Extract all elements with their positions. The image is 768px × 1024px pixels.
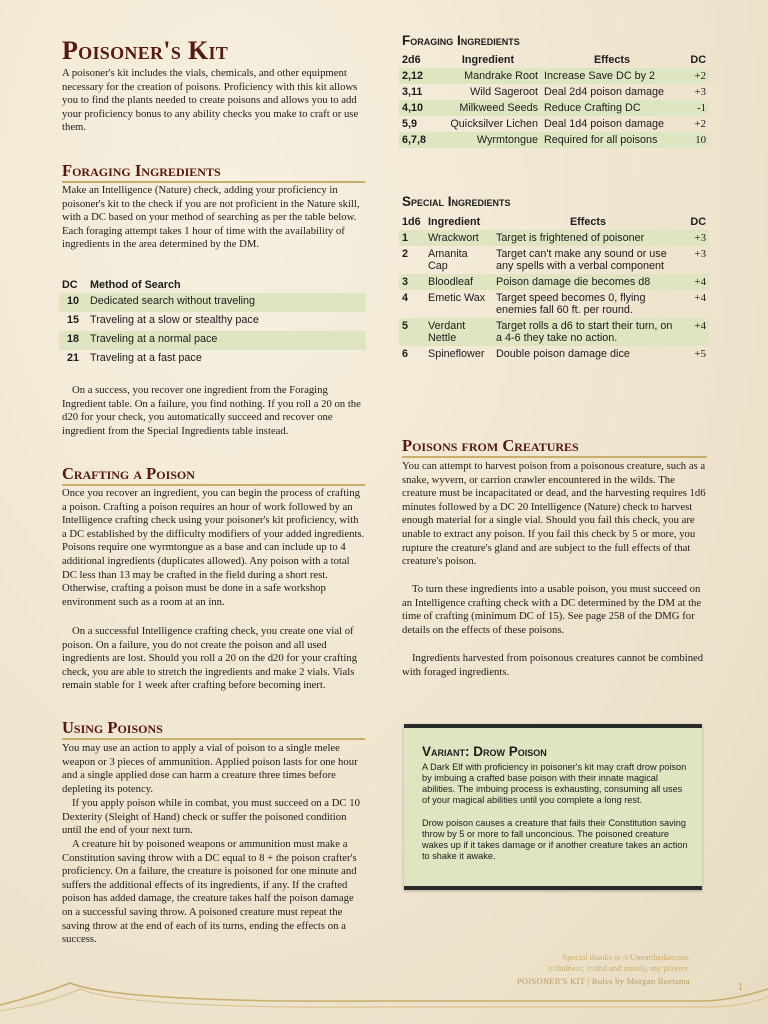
- variant-paragraph-1: A Dark Elf with proficiency in poisoner's kit may craft drow poison by imbuing a crafted base poison with their innate magical abilities. The imbuing process is exhausting, consuming all uses of your magical abilities until you complete a long rest.: [422, 762, 687, 805]
- col-header-dc: DC: [690, 216, 706, 228]
- table-cell: Target is frightened of poisoner: [493, 230, 683, 246]
- table-cell: Amanita Cap: [428, 248, 468, 272]
- table-cell: Traveling at a fast pace: [90, 352, 202, 364]
- table-header-row: [399, 52, 709, 68]
- col-header-effects: Effects: [569, 216, 606, 228]
- table-cell: Required for all poisons: [541, 132, 683, 148]
- col-header-roll: 2d6: [402, 54, 421, 66]
- foraging-paragraph: Make an Intelligence (Nature) check, adding your proficiency in poisoner's kit to the check if you are not proficient in the Nature skill, with a DC based on your method of searching as per the table below. Each foraging attempt takes 1 hour of time with the availability of ingredients in the area determined by the DM.: [62, 184, 360, 251]
- table-cell: Wyrmtongue: [435, 132, 541, 148]
- table-cell: 10: [683, 132, 709, 148]
- col-header-dc: DC: [62, 278, 78, 291]
- table-cell: +4: [694, 292, 706, 304]
- table-row: [399, 290, 709, 318]
- col-header-method: Method of Search: [90, 279, 181, 291]
- table-cell: Emetic Wax: [428, 292, 486, 304]
- using-paragraph-3: A creature hit by poisoned weapons or ammunition must make a Constitution saving throw with a DC equal to 8 + the poison crafter's proficiency. On a failure, the creature is poisoned for one minute and suffers the additional effects of its ingredients, if any. If the crafted poison has added damage, the creature takes half the poison damage on a successful saving throw. A poisoned creature must repeat the saving throw at the end of each of its turns, ending the effects on a success.: [62, 838, 357, 946]
- col-header-effects: Effects: [593, 54, 630, 66]
- variant-title: Variant: Drow Poison: [422, 744, 547, 759]
- using-paragraph-1: You may use an action to apply a vial of poison to a single melee weapon or 3 pieces of ammunition. Applied poison lasts for one hour and a single applied dose can harm a creature three times before depleting its potency.: [62, 742, 358, 795]
- table-row: [399, 68, 709, 84]
- variant-paragraph-2: Drow poison causes a creature that fails their Constitution saving throw by 5 or more to fall unconcious. The poisoned creature wakes up if it takes damage or if another creature takes an action to shake it awake.: [422, 818, 688, 861]
- table-row: [399, 230, 709, 246]
- table-cell: 2,12: [399, 68, 435, 84]
- page-number: 1: [738, 982, 743, 993]
- table-row: [399, 84, 709, 100]
- table-row: [59, 293, 366, 312]
- table-cell: Poison damage die becomes d8: [493, 274, 683, 290]
- table-cell: Quicksilver Lichen: [450, 118, 538, 130]
- table-cell: 2: [402, 248, 409, 260]
- table-cell: Increase Save DC by 2: [541, 68, 683, 84]
- table-header-row: [59, 277, 366, 293]
- foraging-table-title: Foraging Ingredients: [402, 33, 520, 48]
- table-cell: Target speed becomes 0, flying enemies fall 60 ft. per round.: [496, 292, 646, 316]
- table-cell: 15: [66, 314, 79, 326]
- crafting-paragraph-2: On a successful Intelligence crafting check, you create one vial of poison. On a failure, you do not create the poison and all used ingredients are lost. Should you roll a 20 on the d20 for your crafting check, you are able to stretch the ingredients and make 2 vials. Vials remain stable for 1 week after crafting before becoming inert.: [62, 625, 358, 692]
- variant-sidebar-box: [404, 724, 702, 890]
- using-paragraph-2: If you apply poison while in combat, you must succeed on a DC 10 Dexterity (Sleight of Hand) check or suffer the poisoned condition until the end of your next turn.: [62, 797, 360, 837]
- table-cell: Spineflower: [428, 348, 485, 360]
- table-row: [59, 312, 366, 331]
- table-cell: Traveling at a slow or stealthy pace: [90, 314, 259, 326]
- table-cell: Wild Sageroot: [470, 86, 538, 98]
- table-cell: +4: [683, 318, 709, 346]
- col-header-ingredient: Ingredient: [461, 54, 515, 66]
- table-cell: 5,9: [402, 118, 418, 130]
- table-row: [399, 132, 709, 148]
- table-cell: 10: [59, 293, 87, 312]
- special-table-title: Special Ingredients: [402, 194, 511, 209]
- creatures-paragraph-3: Ingredients harvested from poisonous creatures cannot be combined with foraged ingredients.: [402, 652, 704, 678]
- table-cell: -1: [683, 100, 709, 116]
- table-row: [399, 346, 709, 362]
- table-cell: Traveling at a normal pace: [87, 331, 366, 350]
- table-cell: 21: [66, 352, 79, 364]
- table-cell: 6: [402, 348, 409, 360]
- creatures-paragraph-1: You can attempt to harvest poison from a poisonous creature, such as a snake, wyvern, or carrion crawler encountered in the wilds. The creature must be incapacitated or dead, and the harvesting requires 1d6 minutes followed by a DC 20 Intelligence (Nature) check to harvest enough material for a single vial. Should you fail this check, you are unable to extract any poison. If you fail this check by 5 or more, you rupture the creature's gland and are subject to the full effects of that creature's poison.: [402, 460, 706, 568]
- footer-credit: [490, 952, 690, 974]
- table-cell: Bloodleaf: [425, 274, 493, 290]
- col-header-ingredient: Ingredient: [428, 216, 481, 228]
- footer-credit-line-2: /r/dndnext, /r/dnd and mostly, my players.: [547, 963, 690, 973]
- table-cell: +3: [694, 86, 706, 98]
- page-title: Poisoner's Kit: [62, 36, 229, 65]
- table-cell: 3: [399, 274, 425, 290]
- crafting-heading: Crafting a Poison: [62, 465, 365, 486]
- col-header-dc: DC: [690, 54, 706, 66]
- table-cell: +4: [683, 274, 709, 290]
- table-cell: 5: [399, 318, 425, 346]
- foraging-ingredients-table: [399, 52, 709, 148]
- table-cell: Target can't make any sound or use any spells with a verbal component: [496, 248, 667, 272]
- table-cell: +2: [694, 118, 706, 130]
- table-cell: Double poison damage dice: [496, 348, 630, 360]
- table-cell: +5: [694, 348, 706, 360]
- table-row: [59, 331, 366, 350]
- table-cell: 4: [402, 292, 409, 304]
- table-cell: 1: [399, 230, 425, 246]
- creatures-heading: Poisons from Creatures: [402, 437, 707, 458]
- table-cell: 18: [59, 331, 87, 350]
- footer-credit-line-1: Special thanks to /r/Unearthedarcana,: [562, 952, 690, 962]
- table-cell: Milkweed Seeds: [435, 100, 541, 116]
- table-cell: +3: [694, 248, 706, 260]
- table-cell: 6,7,8: [399, 132, 435, 148]
- table-cell: Target rolls a d6 to start their turn, on a 4-6 they take no action.: [493, 318, 683, 346]
- table-cell: Deal 2d4 poison damage: [544, 86, 665, 98]
- creatures-paragraph-2: To turn these ingredients into a usable poison, you must succeed on an Intelligence crafting check with a DC determined by the DM at the time of crafting (minimum DC of 15). See page 258 of the DMG for details on the effects of these poisons.: [402, 583, 702, 636]
- table-cell: Reduce Crafting DC: [541, 100, 683, 116]
- table-cell: Dedicated search without traveling: [87, 293, 366, 312]
- table-cell: Mandrake Root: [435, 68, 541, 84]
- table-row: [399, 318, 709, 346]
- foraging-heading: Foraging Ingredients: [62, 162, 365, 183]
- table-cell: Wrackwort: [425, 230, 493, 246]
- table-header-row: [399, 214, 709, 230]
- search-method-table: [59, 277, 366, 369]
- table-row: [399, 246, 709, 274]
- intro-paragraph: A poisoner's kit includes the vials, chemicals, and other equipment necessary for the creation of poisons. Proficiency with this kit allows you to find the plants needed to create poisons and allows you to add your proficiency bonus to any ability checks you make to craft or use them.: [62, 67, 359, 134]
- special-ingredients-table: [399, 214, 709, 362]
- table-row: [399, 116, 709, 132]
- table-cell: Verdant Nettle: [425, 318, 493, 346]
- crafting-paragraph-1: Once you recover an ingredient, you can begin the process of crafting a poison. Crafting a poison requires an hour of work followed by an Intelligence crafting check using your poisoner's kit proficiency, with a DC established by the difficulty modifiers of your added ingredients. Poisons require one wyrmtongue as a base and can include up to 4 additional ingredients (duplicates allowed). Any poison with a total DC less than 13 may be crafted in the field during a short rest. Otherwise, crafting a poison must be done in a safe workshop environment such as a room at an inn.: [62, 487, 365, 608]
- table-row: [399, 274, 709, 290]
- table-cell: +2: [683, 68, 709, 84]
- table-row: [59, 350, 366, 369]
- foraging-result-paragraph: On a success, you recover one ingredient from the Foraging Ingredient table. On a failure, you find nothing. If you roll a 20 on the d20 for your check, you automatically succeed and recover one ingredient from the Special Ingredients table instead.: [62, 384, 361, 437]
- footer-title: POISONER'S KIT | Rules by Morgan Boetama: [516, 976, 690, 986]
- table-cell: +3: [683, 230, 709, 246]
- col-header-roll: 1d6: [402, 216, 421, 228]
- table-cell: 4,10: [399, 100, 435, 116]
- table-row: [399, 100, 709, 116]
- table-cell: 3,11: [402, 86, 423, 98]
- using-heading: Using Poisons: [62, 719, 365, 740]
- table-cell: Deal 1d4 poison damage: [544, 118, 665, 130]
